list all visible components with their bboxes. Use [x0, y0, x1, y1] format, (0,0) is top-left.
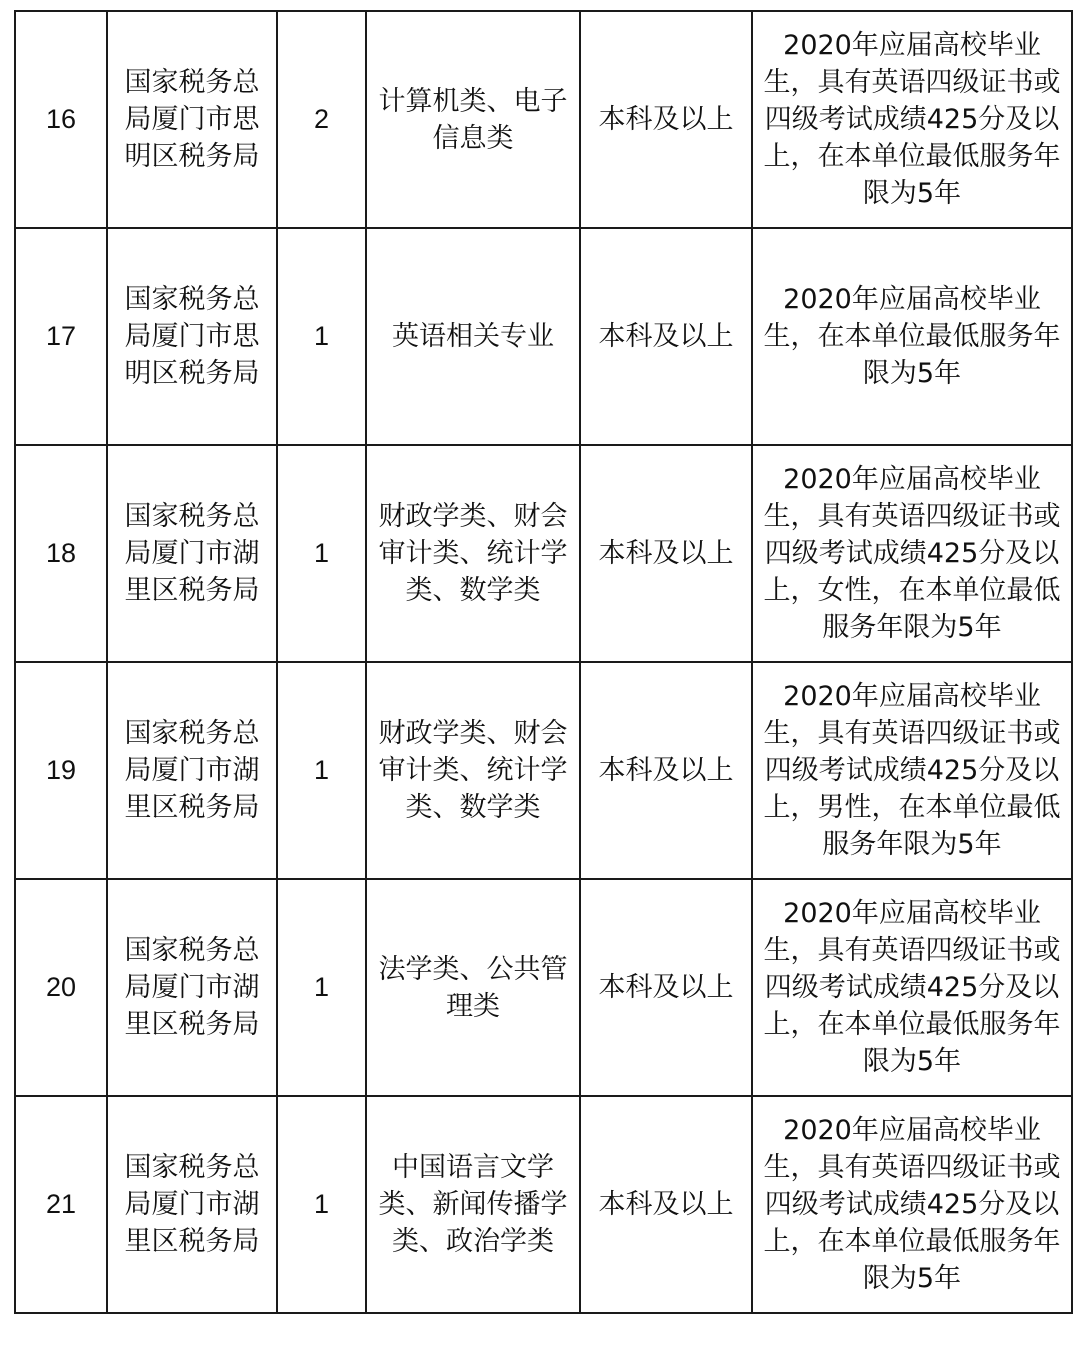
hiring-unit: 国家税务总局厦门市思明区税务局 [107, 11, 277, 228]
major-requirement: 法学类、公共管理类 [366, 879, 580, 1096]
table-row [15, 1096, 1072, 1313]
education-requirement: 本科及以上 [580, 1096, 752, 1313]
hiring-count: 1 [277, 879, 366, 1096]
position-number: 19 [15, 662, 107, 879]
hiring-count: 1 [277, 662, 366, 879]
major-requirement: 英语相关专业 [366, 228, 580, 445]
position-number: 20 [15, 879, 107, 1096]
hiring-unit: 国家税务总局厦门市湖里区税务局 [107, 1096, 277, 1313]
hiring-unit: 国家税务总局厦门市湖里区税务局 [107, 662, 277, 879]
major-requirement: 计算机类、电子信息类 [366, 11, 580, 228]
other-requirements: 2020年应届高校毕业生，在本单位最低服务年限为5年 [752, 228, 1072, 445]
other-requirements: 2020年应届高校毕业生，具有英语四级证书或四级考试成绩425分及以上，男性，在本单位最低服务年限为5年 [752, 662, 1072, 879]
other-requirements: 2020年应届高校毕业生，具有英语四级证书或四级考试成绩425分及以上，女性，在本单位最低服务年限为5年 [752, 445, 1072, 662]
hiring-unit: 国家税务总局厦门市湖里区税务局 [107, 445, 277, 662]
education-requirement: 本科及以上 [580, 445, 752, 662]
hiring-count: 1 [277, 228, 366, 445]
major-requirement: 财政学类、财会审计类、统计学类、数学类 [366, 445, 580, 662]
education-requirement: 本科及以上 [580, 11, 752, 228]
major-requirement: 财政学类、财会审计类、统计学类、数学类 [366, 662, 580, 879]
table-row [15, 445, 1072, 662]
position-number: 21 [15, 1096, 107, 1313]
position-number: 18 [15, 445, 107, 662]
table-row [15, 11, 1072, 228]
hiring-unit: 国家税务总局厦门市思明区税务局 [107, 228, 277, 445]
education-requirement: 本科及以上 [580, 879, 752, 1096]
position-number: 17 [15, 228, 107, 445]
position-number: 16 [15, 11, 107, 228]
hiring-unit: 国家税务总局厦门市湖里区税务局 [107, 879, 277, 1096]
education-requirement: 本科及以上 [580, 228, 752, 445]
hiring-count: 1 [277, 1096, 366, 1313]
table-row [15, 879, 1072, 1096]
hiring-count: 2 [277, 11, 366, 228]
education-requirement: 本科及以上 [580, 662, 752, 879]
recruitment-table [14, 10, 1073, 1314]
table-row [15, 228, 1072, 445]
hiring-count: 1 [277, 445, 366, 662]
other-requirements: 2020年应届高校毕业生，具有英语四级证书或四级考试成绩425分及以上，在本单位最低服务年限为5年 [752, 11, 1072, 228]
other-requirements: 2020年应届高校毕业生，具有英语四级证书或四级考试成绩425分及以上，在本单位最低服务年限为5年 [752, 879, 1072, 1096]
major-requirement: 中国语言文学类、新闻传播学类、政治学类 [366, 1096, 580, 1313]
other-requirements: 2020年应届高校毕业生，具有英语四级证书或四级考试成绩425分及以上，在本单位最低服务年限为5年 [752, 1096, 1072, 1313]
table-row [15, 662, 1072, 879]
